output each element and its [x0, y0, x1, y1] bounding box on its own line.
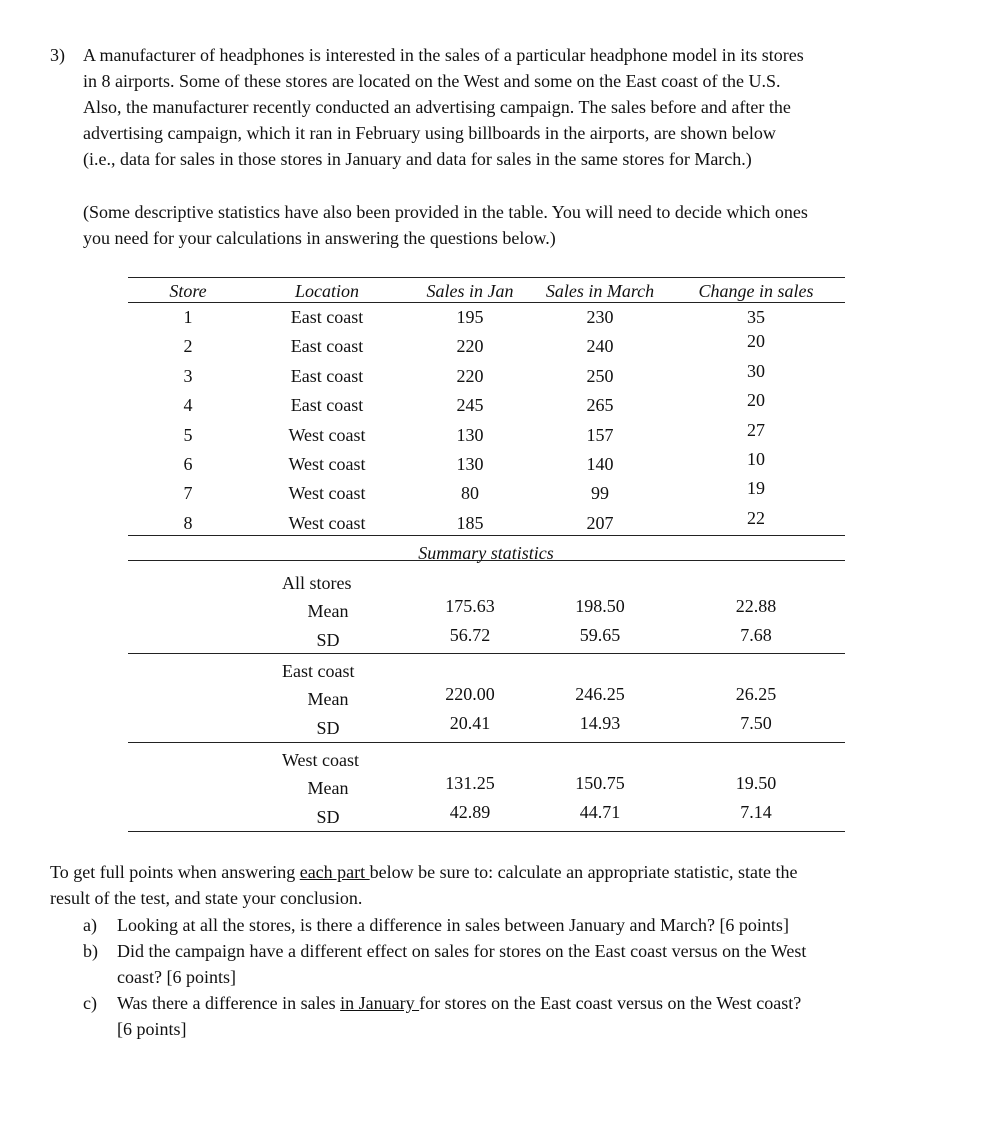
table-rule: [128, 653, 845, 654]
part-c-text-post: for stores on the East coast versus on the West coast?: [419, 993, 802, 1013]
stat-sales-jan: 175.63: [445, 596, 495, 616]
intro-line: Also, the manufacturer recently conducted an advertising campaign. The sales before and after the: [83, 97, 791, 117]
summary-title: Summary statistics: [418, 543, 554, 563]
sales-jan-cell: 185: [456, 512, 484, 533]
location-cell: West coast: [288, 454, 366, 474]
store-cell: 4: [183, 395, 193, 416]
store-cell: 6: [183, 454, 193, 474]
change-cell: 30: [747, 360, 765, 381]
table-rule: [128, 560, 845, 561]
part-a-label: a): [83, 915, 97, 935]
stat-sales-jan: 131.25: [445, 773, 495, 793]
summary-group-label: West coast: [282, 750, 360, 770]
table-rule: [128, 302, 845, 303]
intro-line: in 8 airports. Some of these stores are located on the West and some on the East coast of the U.S.: [83, 71, 781, 91]
stat-sales-jan: 42.89: [449, 802, 491, 822]
part-c-emphasis: in January: [340, 993, 420, 1013]
location-cell: East coast: [290, 365, 364, 386]
stat-change: 7.68: [740, 625, 772, 645]
part-c-text: [117, 992, 801, 1014]
location-cell: East coast: [290, 336, 364, 357]
change-cell: 22: [747, 507, 765, 528]
note-line: you need for your calculations in answering the questions below.): [83, 228, 556, 248]
store-cell: 1: [183, 307, 193, 327]
summary-group-label: East coast: [282, 661, 355, 681]
location-cell: East coast: [290, 307, 364, 327]
instructions-emphasis: each part: [299, 862, 370, 882]
header-location: Location: [294, 281, 360, 301]
stat-label: Mean: [307, 778, 349, 798]
location-cell: West coast: [288, 424, 366, 445]
instructions-text: To get full points when answering: [50, 862, 300, 882]
sales-march-cell: 250: [586, 365, 614, 386]
table-rule: [128, 742, 845, 743]
change-cell: 35: [747, 307, 765, 327]
sales-jan-cell: 220: [456, 336, 484, 357]
change-cell: 27: [747, 419, 765, 440]
sales-jan-cell: 130: [456, 454, 484, 474]
header-change: Change in sales: [698, 281, 814, 301]
part-c-text: [6 points]: [117, 1019, 187, 1039]
intro-line: A manufacturer of headphones is interested in the sales of a particular headphone model in its stores: [83, 45, 804, 65]
instructions-text: below be sure to: calculate an appropriate statistic, state the: [369, 862, 798, 882]
location-cell: West coast: [288, 483, 366, 504]
change-cell: 19: [747, 478, 765, 499]
location-cell: East coast: [290, 395, 364, 416]
sales-march-cell: 240: [586, 336, 614, 357]
note-line: (Some descriptive statistics have also been provided in the table. You will need to decide which ones: [83, 202, 808, 222]
stat-label: SD: [316, 630, 340, 650]
sales-march-cell: 157: [586, 424, 614, 445]
change-cell: 20: [747, 390, 765, 411]
part-b-label: b): [83, 941, 98, 961]
intro-line: (i.e., data for sales in those stores in January and data for sales in the same stores for March.): [83, 149, 752, 169]
stat-change: 26.25: [735, 684, 777, 704]
change-cell: 10: [747, 449, 765, 469]
table-rule: [128, 535, 845, 536]
store-cell: 7: [183, 483, 193, 504]
stat-change: 7.14: [740, 802, 772, 822]
instructions-line: [50, 861, 798, 883]
stat-sales-march: 44.71: [579, 802, 621, 822]
sales-march-cell: 265: [586, 395, 614, 416]
sales-jan-cell: 80: [461, 483, 479, 504]
intro-line: advertising campaign, which it ran in February using billboards in the airports, are shown below: [83, 123, 776, 143]
stat-sales-march: 198.50: [575, 596, 625, 616]
store-cell: 5: [183, 424, 193, 445]
change-cell: 20: [747, 331, 765, 352]
sales-jan-cell: 195: [456, 307, 484, 327]
part-b-text: coast? [6 points]: [117, 967, 236, 987]
sales-march-cell: 140: [586, 454, 614, 474]
part-c-label: c): [83, 993, 97, 1013]
sales-march-cell: 99: [591, 483, 609, 504]
header-store: Store: [169, 281, 207, 301]
stat-sales-march: 246.25: [575, 684, 625, 704]
stat-sales-march: 14.93: [579, 713, 621, 733]
stat-sales-jan: 220.00: [445, 684, 495, 704]
table-rule: [128, 831, 845, 832]
sales-march-cell: 230: [586, 307, 614, 327]
stat-sales-jan: 56.72: [449, 625, 491, 645]
header-sales-jan: Sales in Jan: [426, 281, 514, 301]
part-c-text-pre: Was there a difference in sales: [117, 993, 341, 1013]
stat-change: 22.88: [735, 596, 777, 616]
sales-jan-cell: 220: [456, 365, 484, 386]
part-a-text: Looking at all the stores, is there a difference in sales between January and March? [6 points]: [117, 915, 789, 935]
instructions-line: result of the test, and state your conclusion.: [50, 888, 363, 908]
stat-change: 7.50: [740, 713, 772, 733]
stat-label: SD: [316, 718, 340, 738]
stat-sales-jan: 20.41: [449, 713, 491, 733]
stat-sales-march: 59.65: [579, 625, 621, 645]
question-number: 3): [50, 45, 65, 65]
sales-jan-cell: 245: [456, 395, 484, 416]
stat-change: 19.50: [735, 773, 777, 793]
table-rule: [128, 277, 845, 278]
header-sales-march: Sales in March: [545, 281, 655, 301]
stat-label: Mean: [307, 689, 349, 709]
store-cell: 8: [183, 512, 193, 533]
summary-group-label: All stores: [282, 573, 352, 593]
part-b-text: Did the campaign have a different effect on sales for stores on the East coast versus on the West: [117, 941, 807, 961]
location-cell: West coast: [288, 512, 366, 533]
store-cell: 3: [183, 365, 193, 386]
store-cell: 2: [183, 336, 193, 357]
sales-march-cell: 207: [586, 512, 614, 533]
stat-label: SD: [316, 807, 340, 827]
stat-label: Mean: [307, 601, 349, 621]
stat-sales-march: 150.75: [575, 773, 625, 793]
sales-jan-cell: 130: [456, 424, 484, 445]
